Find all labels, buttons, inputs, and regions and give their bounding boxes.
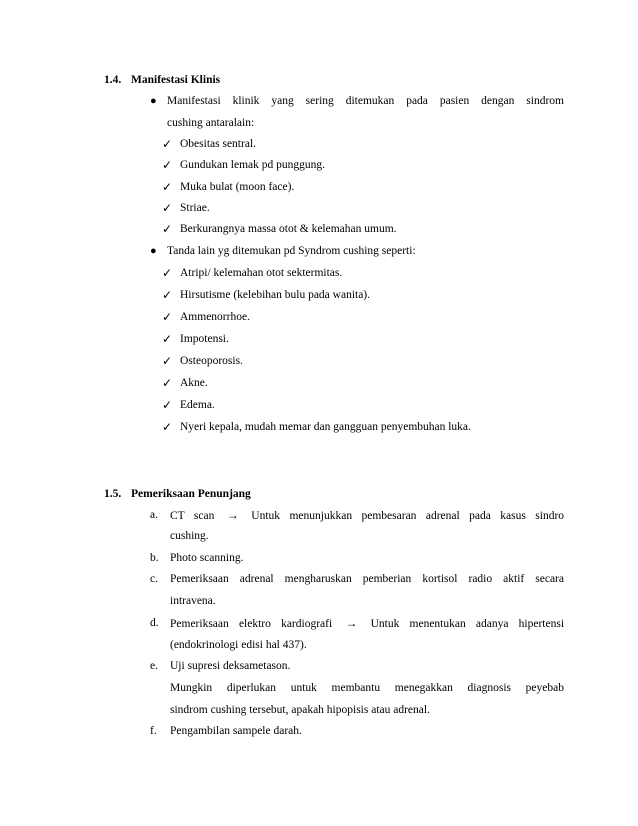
section-number: 1.5. <box>104 488 122 500</box>
checkmark-icon: ✓ <box>162 158 173 172</box>
bullet-icon: ● <box>150 245 157 257</box>
list-item: Ammenorrhoe. <box>180 311 250 323</box>
list-item: Impotensi. <box>180 333 229 345</box>
list-item: Hirsutisme (kelebihan bulu pada wanita). <box>180 289 371 301</box>
item-rest: Untuk menentukan adanya hipertensi <box>370 618 565 630</box>
checkmark-icon: ✓ <box>162 222 173 236</box>
list-item-continuation: (endokrinologi edisi hal 437). <box>170 639 307 651</box>
list-item: Gundukan lemak pd punggung. <box>180 159 326 171</box>
list-item-text <box>170 616 564 631</box>
list-item-text: Photo scanning. <box>170 552 244 564</box>
checkmark-icon: ✓ <box>162 354 173 368</box>
checkmark-icon: ✓ <box>162 180 173 194</box>
list-item: Akne. <box>180 377 208 389</box>
list-item: Atripi/ kelemahan otot sektermitas. <box>180 267 343 279</box>
item-lead: Pemeriksaan elektro kardiografi <box>170 618 333 630</box>
list-marker: a. <box>150 509 158 521</box>
list-item-continuation: intravena. <box>170 595 216 607</box>
list-item-text <box>170 508 564 523</box>
checkmark-icon: ✓ <box>162 376 173 390</box>
list-item-text: Uji supresi deksametason. <box>170 660 291 672</box>
list-item-continuation: sindrom cushing tersebut, apakah hipopisis atau adrenal. <box>170 704 430 716</box>
list-item: Obesitas sentral. <box>180 138 257 150</box>
arrow-right-icon: → <box>226 508 239 522</box>
item-rest: Untuk menunjukkan pembesaran adrenal pada kasus sindro <box>251 510 565 522</box>
list-item: Nyeri kepala, mudah memar dan gangguan penyembuhan luka. <box>180 421 471 433</box>
section-title: Manifestasi Klinis <box>131 74 221 86</box>
checkmark-icon: ✓ <box>162 420 173 434</box>
checkmark-icon: ✓ <box>162 398 173 412</box>
list-item: Muka bulat (moon face). <box>180 181 295 193</box>
list-marker: f. <box>150 725 157 737</box>
bullet-text: Tanda lain yg ditemukan pd Syndrom cushing seperti: <box>167 245 416 257</box>
checkmark-icon: ✓ <box>162 288 173 302</box>
checkmark-icon: ✓ <box>162 266 173 280</box>
list-item: Edema. <box>180 399 215 411</box>
checkmark-icon: ✓ <box>162 137 173 151</box>
list-item-text: Pengambilan sampele darah. <box>170 725 302 737</box>
list-item: Berkurangnya massa otot & kelemahan umum. <box>180 223 397 235</box>
list-marker: c. <box>150 573 158 585</box>
list-marker: d. <box>150 617 159 629</box>
list-item: Osteoporosis. <box>180 355 243 367</box>
item-lead: CT scan <box>170 510 215 522</box>
list-item-continuation: cushing. <box>170 530 209 542</box>
checkmark-icon: ✓ <box>162 201 173 215</box>
bullet-text-continuation: cushing antaralain: <box>167 117 255 129</box>
list-item-continuation: Mungkin diperlukan untuk membantu menegakkan diagnosis peyebab <box>170 682 564 694</box>
list-marker: b. <box>150 552 159 564</box>
checkmark-icon: ✓ <box>162 332 173 346</box>
list-item-text: Pemeriksaan adrenal mengharuskan pemberian kortisol radio aktif secara <box>170 573 564 585</box>
bullet-icon: ● <box>150 95 157 107</box>
section-number: 1.4. <box>104 74 122 86</box>
section-title: Pemeriksaan Penunjang <box>131 488 251 500</box>
list-item: Striae. <box>180 202 210 214</box>
bullet-text: Manifestasi klinik yang sering ditemukan pada pasien dengan sindrom <box>167 95 564 107</box>
checkmark-icon: ✓ <box>162 310 173 324</box>
arrow-right-icon: → <box>345 616 358 630</box>
list-marker: e. <box>150 660 158 672</box>
